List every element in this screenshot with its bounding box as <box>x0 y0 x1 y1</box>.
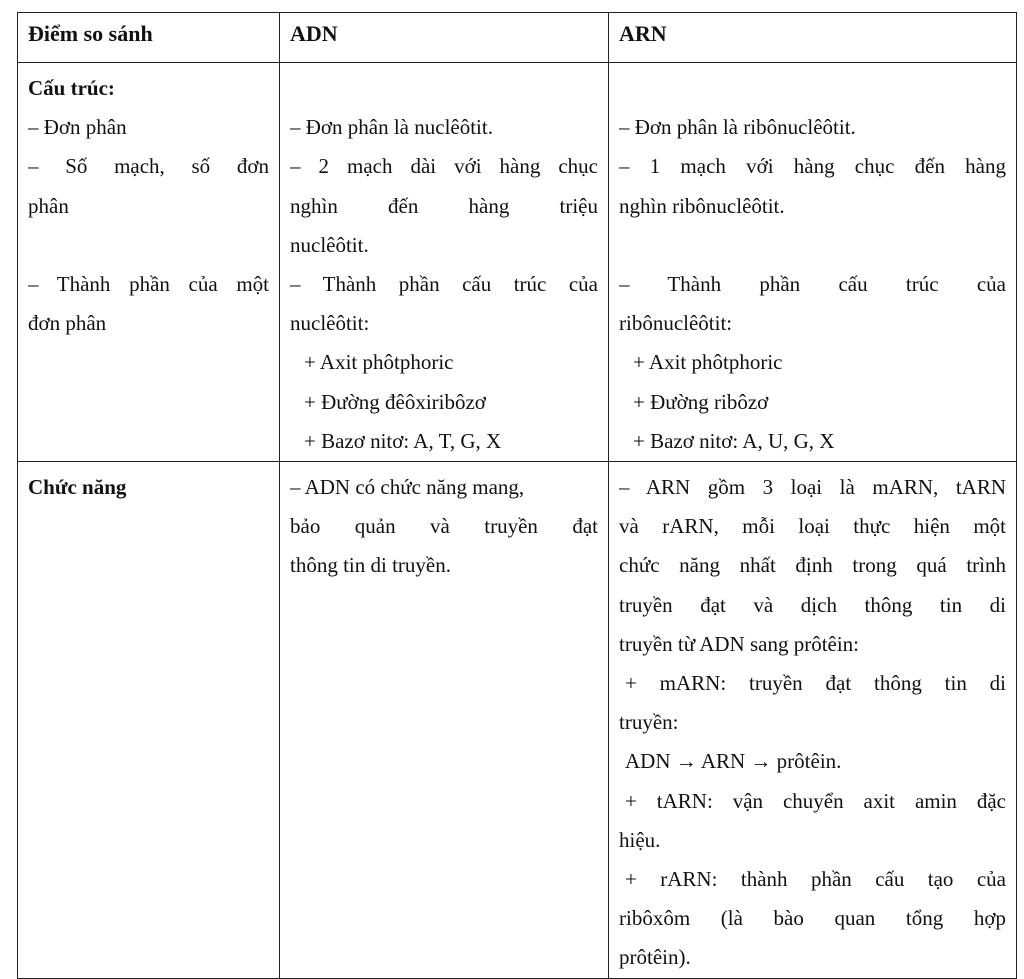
criteria-line: – Thành phần của một <box>28 271 269 296</box>
arn-line: – 1 mạch với hàng chục đến hàng <box>619 154 1006 179</box>
arn-spacer <box>619 226 1006 265</box>
criteria-spacer <box>28 226 269 265</box>
structure-criteria-cell <box>18 63 280 462</box>
adn-line: + Axit phôtphoric <box>304 350 454 375</box>
arn-line: + Đường ribôzơ <box>633 389 769 414</box>
function-heading: Chức năng <box>28 475 127 499</box>
criteria-line: đơn phân <box>28 311 107 336</box>
function-criteria-cell <box>18 462 280 979</box>
adn-line: nghìn đến hàng triệu <box>290 193 598 218</box>
structure-adn-cell <box>280 63 609 462</box>
adn-line: – 2 mạch dài với hàng chục <box>290 154 598 179</box>
arn-function-line: ribôxôm (là bào quan tổng hợp <box>619 906 1006 931</box>
adn-line: – Đơn phân là nuclêôtit. <box>290 115 493 140</box>
arn-spacer <box>619 69 1006 108</box>
adn-function-line: thông tin di truyền. <box>290 553 451 578</box>
function-row <box>18 462 1017 979</box>
arn-function-line: và rARN, mỗi loại thực hiện một <box>619 514 1006 539</box>
structure-arn-cell <box>609 63 1017 462</box>
criteria-line: – Đơn phân <box>28 115 127 140</box>
adn-line: + Đường đêôxiribôzơ <box>304 389 486 414</box>
structure-heading: Cấu trúc: <box>28 76 115 100</box>
arn-function-line: ADN → ARN → prôtêin. <box>625 749 842 774</box>
arn-line: ribônuclêôtit: <box>619 311 733 336</box>
comparison-table <box>17 12 1017 979</box>
header-criteria: Điểm so sánh <box>18 13 280 63</box>
structure-row <box>18 63 1017 462</box>
adn-function-line: bảo quản và truyền đạt <box>290 514 598 539</box>
arn-function-line: + tARN: vận chuyển axit amin đặc <box>625 788 1006 813</box>
adn-line: – Thành phần cấu trúc của <box>290 271 598 296</box>
adn-line: + Bazơ nitơ: A, T, G, X <box>304 428 502 453</box>
header-row <box>18 13 1017 63</box>
function-adn-cell <box>280 462 609 979</box>
function-arn-cell <box>609 462 1017 979</box>
header-adn: ADN <box>280 13 609 63</box>
adn-spacer <box>290 69 598 108</box>
arn-function-line: hiệu. <box>619 827 661 852</box>
adn-line: nuclêôtit. <box>290 232 369 257</box>
arn-line: nghìn ribônuclêôtit. <box>619 193 785 218</box>
criteria-line: phân <box>28 193 69 218</box>
arn-function-line: – ARN gồm 3 loại là mARN, tARN <box>619 475 1006 499</box>
arn-function-line: + rARN: thành phần cấu tạo của <box>625 866 1006 891</box>
arn-function-line: truyền đạt và dịch thông tin di <box>619 592 1006 617</box>
arn-function-line: prôtêin). <box>619 945 691 970</box>
arn-function-line: + mARN: truyền đạt thông tin di <box>625 670 1006 695</box>
arn-function-line: chức năng nhất định trong quá trình <box>619 553 1006 578</box>
criteria-line: – Số mạch, số đơn <box>28 154 269 179</box>
header-arn: ARN <box>609 13 1017 63</box>
arn-line: – Đơn phân là ribônuclêôtit. <box>619 115 856 140</box>
arn-line: + Axit phôtphoric <box>633 350 783 375</box>
arn-function-line: truyền từ ADN sang prôtêin: <box>619 631 860 656</box>
adn-line: nuclêôtit: <box>290 311 370 336</box>
arn-line: – Thành phần cấu trúc của <box>619 271 1006 296</box>
adn-function-line: – ADN có chức năng mang, <box>290 475 525 499</box>
arn-line: + Bazơ nitơ: A, U, G, X <box>633 428 835 453</box>
arn-function-line: truyền: <box>619 710 679 735</box>
